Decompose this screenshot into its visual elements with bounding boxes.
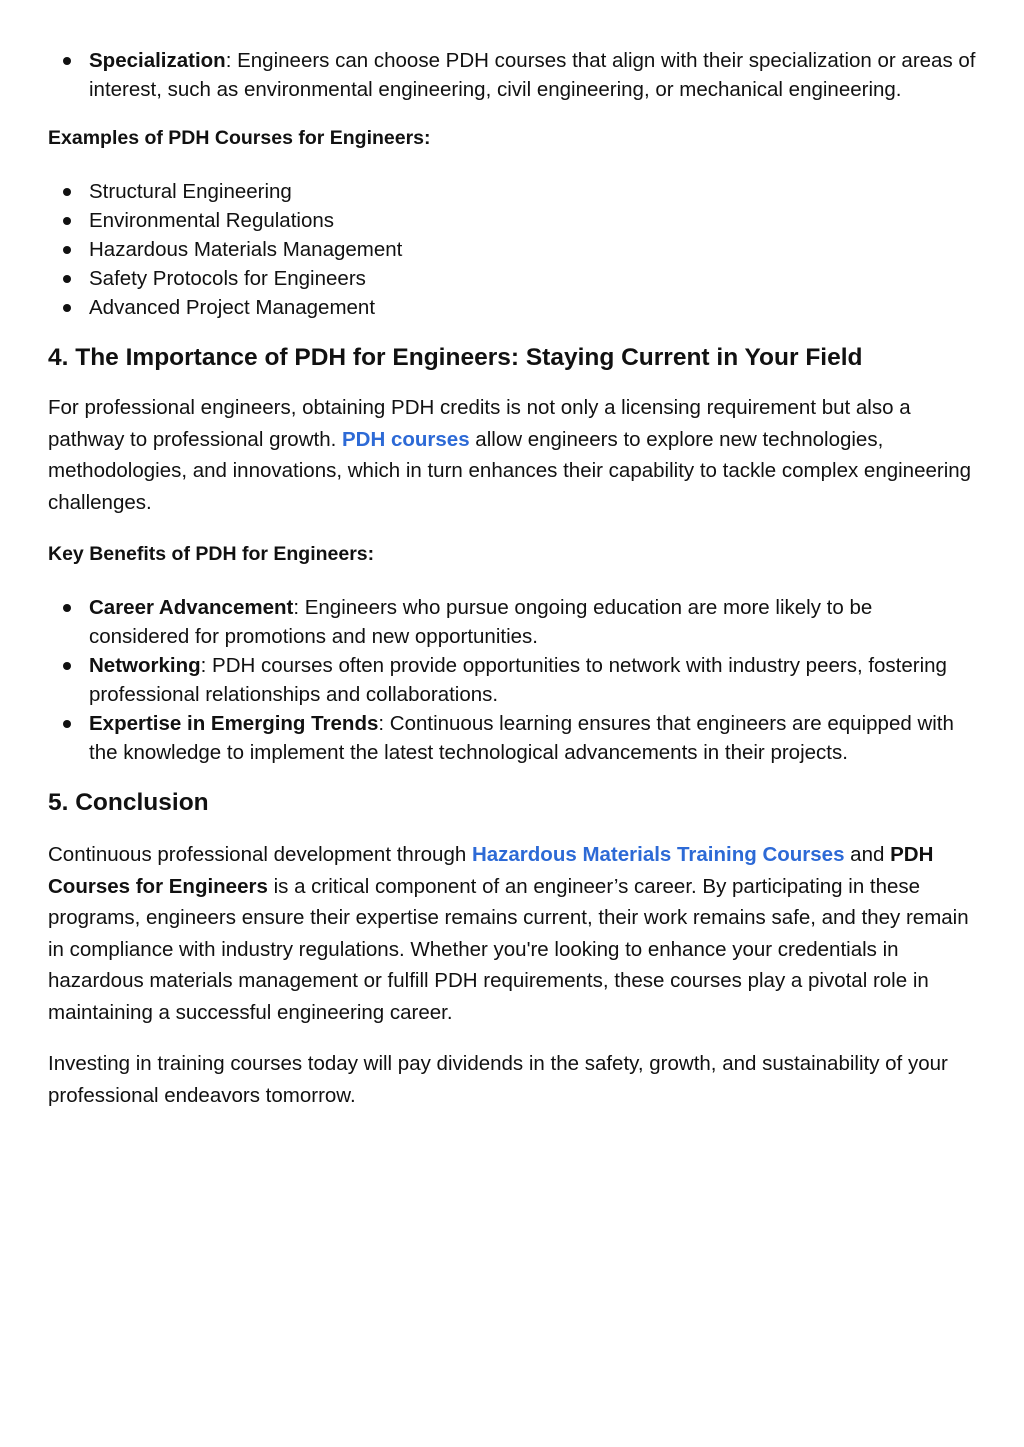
list-item-label: Expertise in Emerging Trends [89, 712, 379, 735]
list-item-expertise [48, 709, 978, 767]
examples-list [48, 177, 978, 322]
list-item-text: : Engineers can choose PDH courses that align with their specialization or areas of interest, such as environmental engineering, civil engineering, or mechanical engineering. [89, 49, 976, 101]
paragraph-text: Continuous professional development through [48, 843, 472, 866]
list-item-text: : Engineers who pursue ongoing education are more likely to be considered for promotions and new opportunities. [89, 596, 873, 648]
section-5-title: 5. Conclusion [48, 789, 209, 816]
bullet-icon [63, 662, 71, 670]
bullet-icon [63, 217, 71, 225]
list-item-text: Advanced Project Management [89, 296, 376, 319]
benefits-list [48, 593, 978, 767]
list-item-text: : Continuous learning ensures that engineers are equipped with the knowledge to implement the latest technological advancements in their projects. [89, 712, 954, 764]
list-item-label: Specialization [89, 49, 226, 72]
examples-heading: Examples of PDH Courses for Engineers: [48, 127, 431, 149]
list-item-text: Hazardous Materials Management [89, 238, 403, 261]
list-item [48, 206, 978, 235]
bullet-icon [63, 720, 71, 728]
list-item [48, 235, 978, 264]
list-item-label: Career Advancement [89, 596, 294, 619]
paragraph-text: is a critical component of an engineer’s career. By participating in these programs, engineers ensure their expertise remains current, their work remains safe, and they remain in compliance with industry regulations. Whether you're looking to enhance your credentials in hazardous materials management or fulfill PDH requirements, these courses play a pivotal role in maintaining a successful engineering career. [48, 874, 969, 1024]
section-4-title: 4. The Importance of PDH for Engineers: Staying Current in Your Field [48, 344, 863, 371]
list-item [48, 293, 978, 322]
pdh-courses-link[interactable]: PDH courses [342, 427, 470, 451]
list-item-label: Networking [89, 654, 201, 677]
bullet-icon [63, 246, 71, 254]
list-item-career-advancement [48, 593, 978, 651]
section-4-paragraph [48, 392, 978, 518]
document-page [48, 46, 978, 1111]
paragraph-text: allow engineers to explore new technologies, methodologies, and innovations, which in turn enhances their capability to tackle complex engineering challenges. [48, 427, 972, 514]
paragraph-text: For professional engineers, obtaining PDH credits is not only a licensing requirement but also a pathway to professional growth. [48, 396, 911, 451]
list-item-networking [48, 651, 978, 709]
list-item [48, 264, 978, 293]
list-item-specialization [48, 46, 978, 104]
bullet-icon [63, 604, 71, 612]
list-item-text: Environmental Regulations [89, 209, 334, 232]
bullet-icon [63, 57, 71, 65]
closing-paragraph: Investing in training courses today will pay dividends in the safety, growth, and sustainability of your professional endeavors tomorrow. [48, 1052, 948, 1107]
bullet-icon [63, 188, 71, 196]
paragraph-text: and [844, 843, 891, 866]
list-item-text: : PDH courses often provide opportunities to network with industry peers, fostering professional relationships and collaborations. [89, 654, 947, 706]
conclusion-paragraph [48, 839, 978, 1028]
list-item-text: Structural Engineering [89, 180, 292, 203]
list-item [48, 177, 978, 206]
bullet-icon [63, 275, 71, 283]
benefits-heading: Key Benefits of PDH for Engineers: [48, 543, 375, 565]
hazardous-materials-link[interactable]: Hazardous Materials Training Courses [471, 843, 845, 866]
list-item-text: Safety Protocols for Engineers [89, 267, 366, 290]
pdh-courses-bold-text: PDH Courses for Engineers [48, 843, 934, 898]
specialization-list [48, 46, 978, 104]
bullet-icon [63, 304, 71, 312]
